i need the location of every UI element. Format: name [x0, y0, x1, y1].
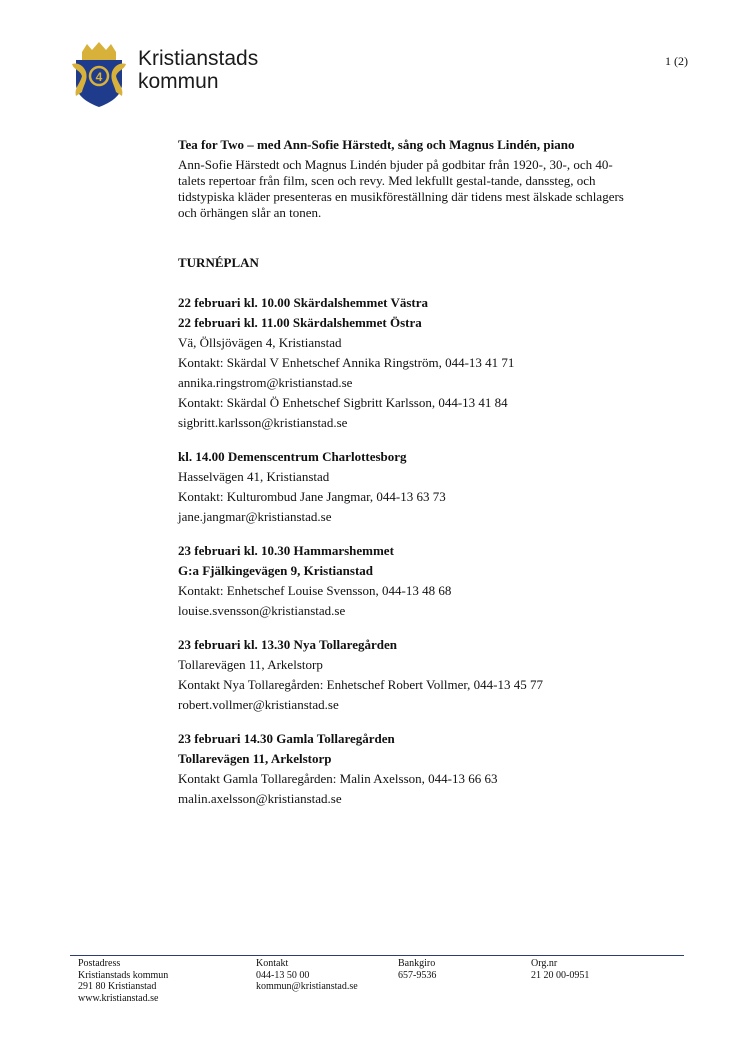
footer-kontakt: [256, 958, 358, 993]
footer-heading: Postadress: [78, 958, 121, 969]
contact-email-link[interactable]: annika.ringstrom@kristianstad.se: [178, 375, 353, 390]
footer-heading: Kontakt: [256, 958, 289, 969]
svg-text:4: 4: [95, 70, 103, 84]
contact-email-link[interactable]: louise.svensson@kristianstad.se: [178, 603, 346, 618]
footer-line: 657-9536: [398, 969, 437, 981]
contact-email-link[interactable]: malin.axelsson@kristianstad.se: [178, 791, 342, 806]
event-heading: kl. 14.00 Demenscentrum Charlottesborg: [178, 449, 407, 464]
event-heading: 23 februari kl. 10.30 Hammarshemmet: [178, 543, 394, 558]
event-heading: 22 februari kl. 10.00 Skärdalshemmet Västra: [178, 295, 429, 310]
tour-event: [178, 293, 626, 433]
contact-email-link[interactable]: sigbritt.karlsson@kristianstad.se: [178, 415, 348, 430]
footer-line: Kristianstads kommun: [78, 969, 169, 981]
tour-event: [178, 541, 626, 621]
event-detail: Hasselvägen 41, Kristianstad: [178, 469, 330, 484]
tour-event: [178, 447, 626, 527]
footer-bankgiro: [398, 958, 436, 981]
footer-heading: Org.nr: [531, 958, 558, 969]
page-number: 1 (2): [665, 54, 688, 68]
footer-postadress: [78, 958, 168, 1004]
event-heading: G:a Fjälkingevägen 9, Kristianstad: [178, 563, 374, 578]
footer-phone: 044-13 50 00: [256, 969, 310, 981]
brand-line-2: kommun: [138, 70, 219, 93]
footer-heading: Bankgiro: [398, 958, 436, 969]
tour-event: [178, 729, 626, 809]
event-detail: Kontakt: Kulturombud Jane Jangmar, 044-13 63 73: [178, 489, 446, 504]
coat-of-arms-icon: [70, 40, 128, 108]
brand-line-1: Kristianstads: [138, 47, 259, 70]
footer-orgnr: [531, 958, 589, 981]
event-detail: Kontakt Nya Tollaregården: Enhetschef Robert Vollmer, 044-13 45 77: [178, 677, 544, 692]
event-detail: Vä, Öllsjövägen 4, Kristianstad: [178, 335, 342, 350]
document-title: Tea for Two – med Ann-Sofie Härstedt, sång och Magnus Lindén, piano: [178, 137, 575, 152]
footer-website-link[interactable]: www.kristianstad.se: [78, 992, 159, 1004]
event-detail: Tollarevägen 11, Arkelstorp: [178, 657, 323, 672]
event-detail: Kontakt: Skärdal V Enhetschef Annika Ringström, 044-13 41 71: [178, 355, 515, 370]
event-heading: 23 februari 14.30 Gamla Tollaregården: [178, 731, 395, 746]
contact-email-link[interactable]: robert.vollmer@kristianstad.se: [178, 697, 339, 712]
contact-email-link[interactable]: jane.jangmar@kristianstad.se: [178, 509, 332, 524]
event-list: [178, 293, 626, 809]
coat-of-arms-logo: [70, 40, 128, 108]
footer-line: 21 20 00-0951: [531, 969, 590, 981]
tour-heading: TURNÉPLAN: [178, 255, 259, 270]
event-heading: 22 februari kl. 11.00 Skärdalshemmet Östra: [178, 315, 422, 330]
event-detail: Kontakt: Skärdal Ö Enhetschef Sigbritt Karlsson, 044-13 41 84: [178, 395, 508, 410]
document-body: [178, 136, 626, 809]
event-detail: Kontakt Gamla Tollaregården: Malin Axelsson, 044-13 66 63: [178, 771, 498, 786]
event-detail: Kontakt: Enhetschef Louise Svensson, 044-13 48 68: [178, 583, 452, 598]
footer-email-link[interactable]: kommun@kristianstad.se: [256, 981, 358, 992]
intro-paragraph: Ann-Sofie Härstedt och Magnus Lindén bjuder på godbitar från 1920-, 30-, och 40-talets repertoar från film, scen och revy. Med lekfullt gestal-tande, danssteg, och tidstypiska kläder presenteras en musikföreställning där tidens mest älskade schlagers och örhängen slår an tonen.: [178, 157, 624, 220]
event-heading: Tollarevägen 11, Arkelstorp: [178, 751, 332, 766]
footer-divider: [70, 955, 684, 956]
event-heading: 23 februari kl. 13.30 Nya Tollaregården: [178, 637, 397, 652]
footer-line: 291 80 Kristianstad: [78, 981, 157, 992]
brand-name: [138, 47, 258, 93]
tour-event: [178, 635, 626, 715]
